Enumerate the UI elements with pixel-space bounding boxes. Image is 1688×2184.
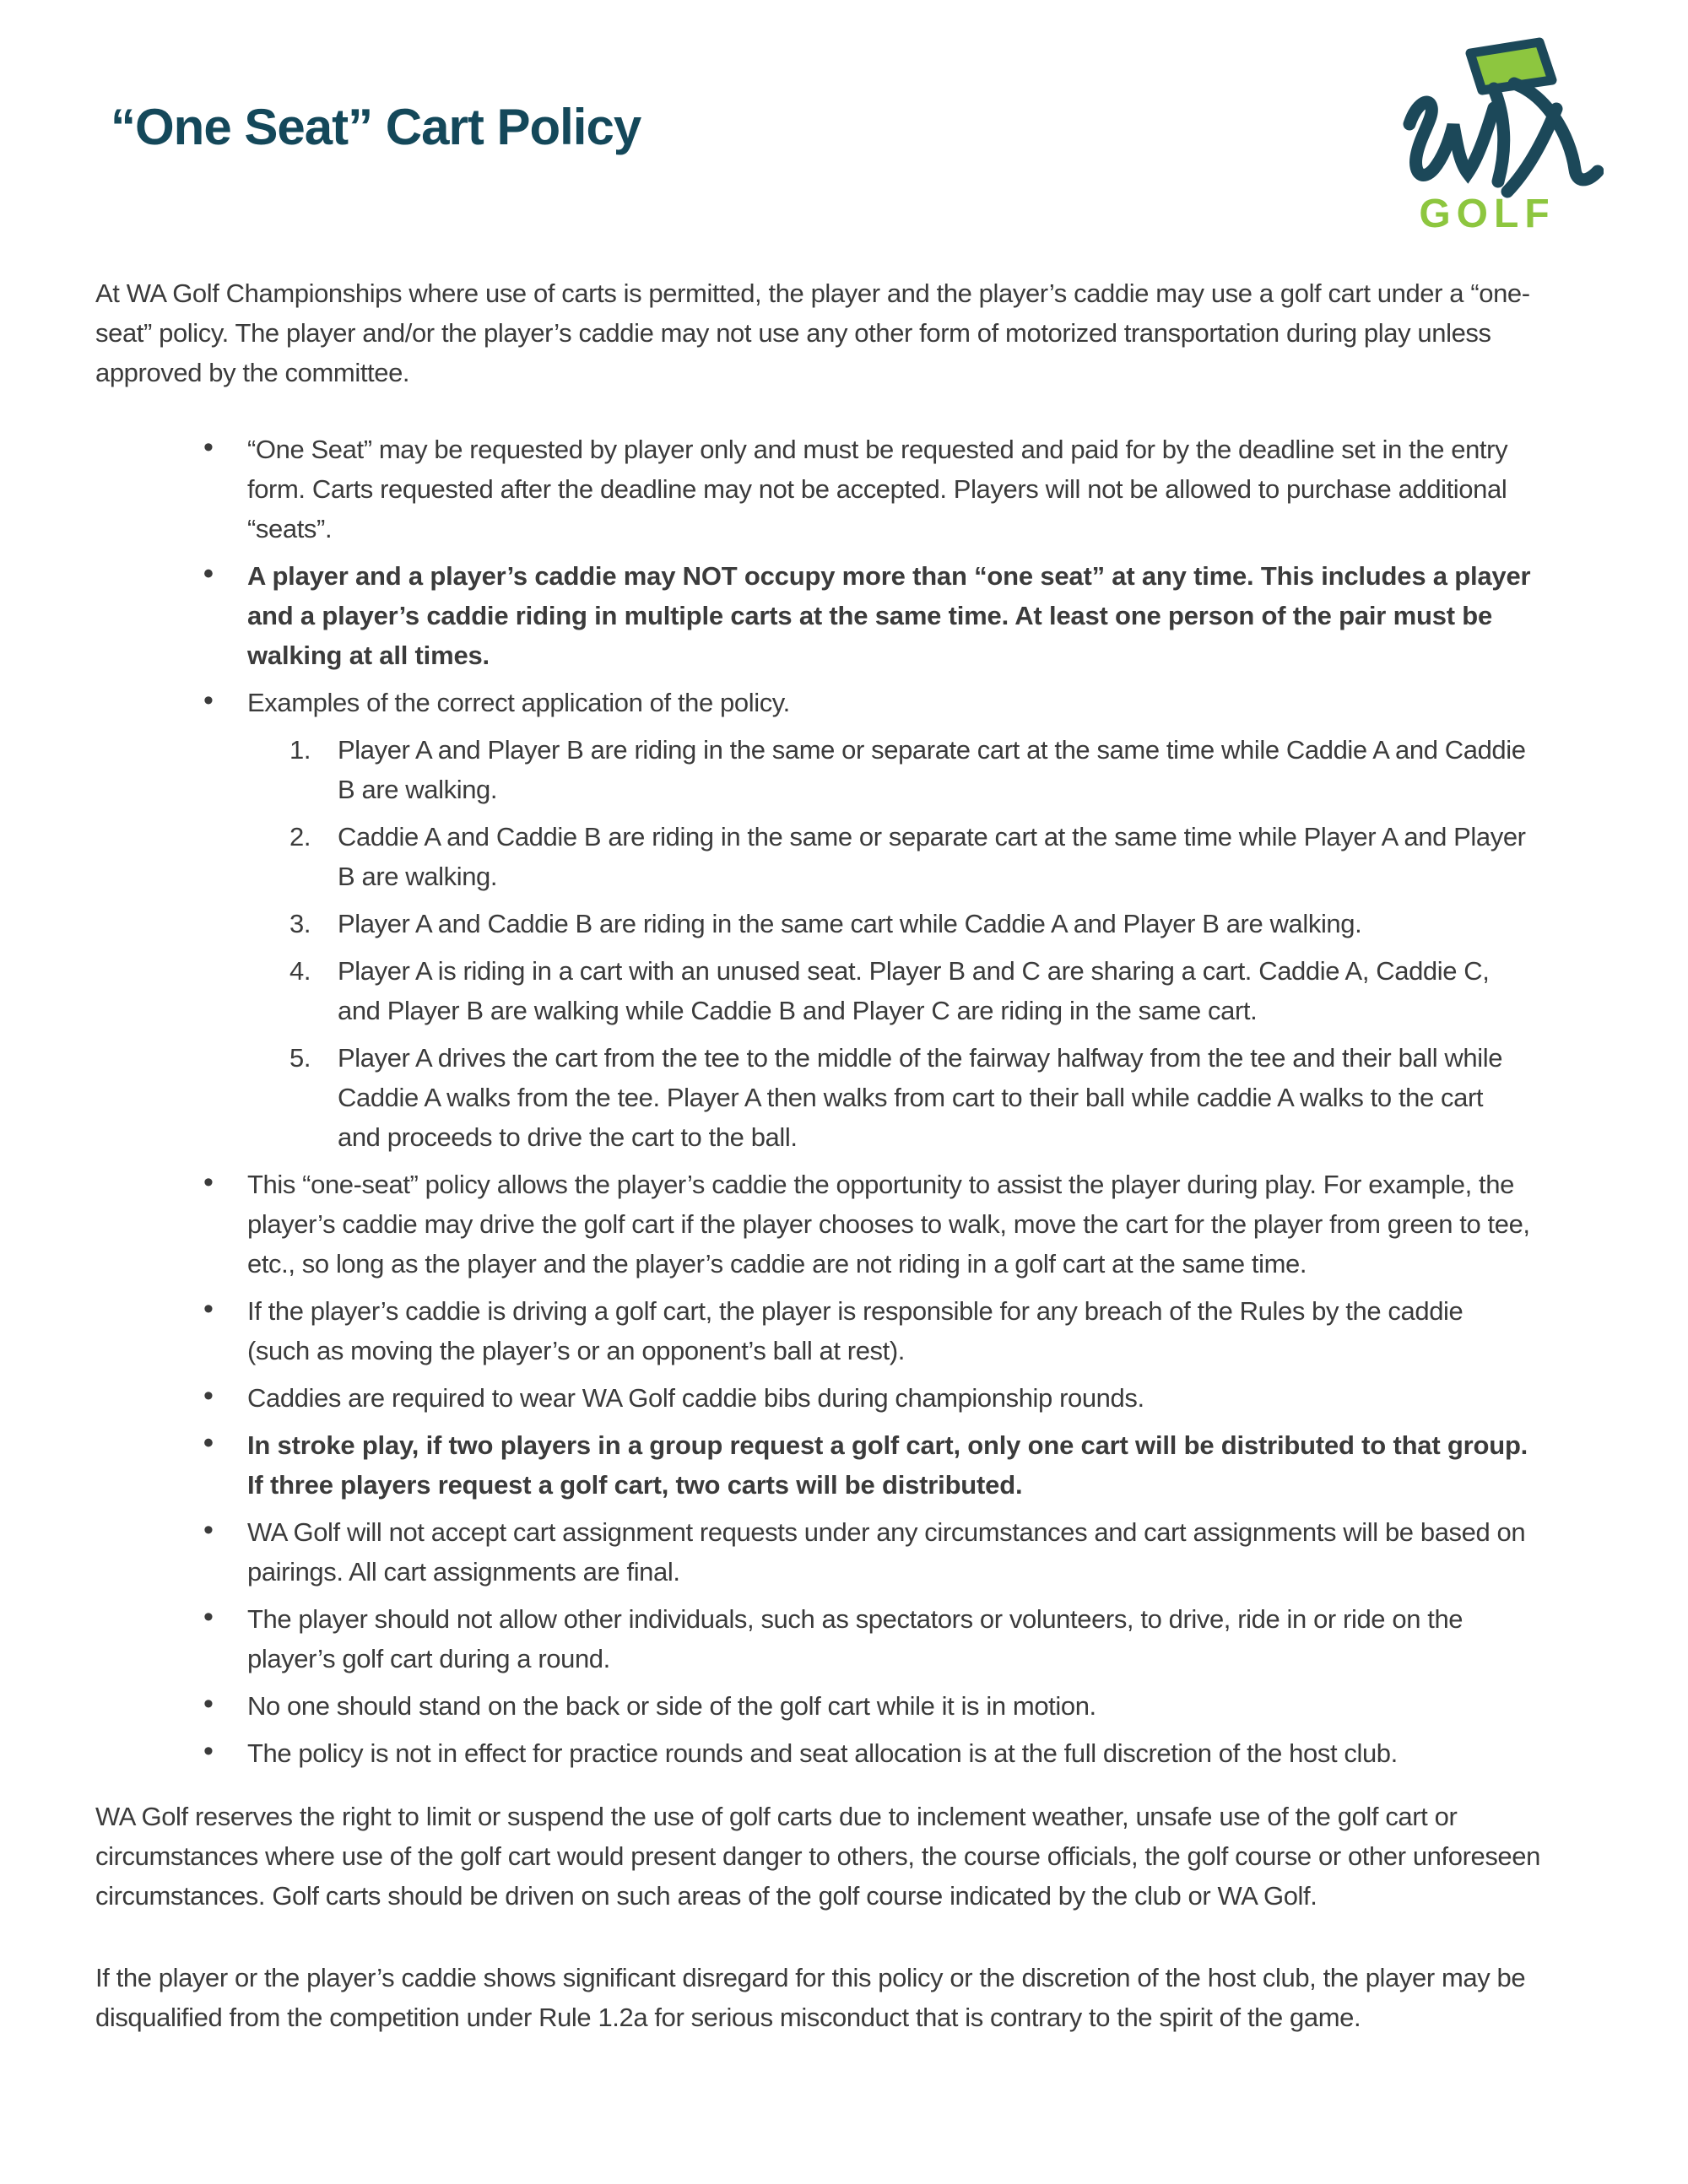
- list-item: [95, 430, 1578, 549]
- w-stroke: [1409, 102, 1494, 175]
- a-left-stroke: [1507, 109, 1556, 192]
- examples-numbered-list: [247, 730, 1532, 1157]
- list-item: [95, 1291, 1578, 1370]
- bullet-text: Caddies are required to wear WA Golf caddie bibs during championship rounds.: [247, 1383, 1144, 1413]
- bullet-text: No one should stand on the back or side of the golf cart while it is in motion.: [247, 1691, 1096, 1721]
- document-header: [95, 99, 1578, 236]
- closing-paragraph-2: If the player or the player’s caddie shows significant disregard for this policy or the discretion of the host club, the player may be disqualified from the competition under Rule 1.2a for serious misconduct that is contrary to the spirit of the game.: [95, 1963, 1526, 2032]
- wa-golf-logo: [1391, 36, 1604, 237]
- list-item: [95, 1512, 1578, 1592]
- list-item: [95, 683, 1578, 1157]
- numbered-text: Player A and Player B are riding in the same or separate cart at the same time while Caddie A and Caddie B are walking.: [338, 735, 1526, 804]
- numbered-item: [247, 730, 1532, 809]
- bullet-text: WA Golf will not accept cart assignment requests under any circumstances and cart assignments will be based on pairings. All cart assignments are final.: [247, 1517, 1526, 1587]
- bullet-text: If the player’s caddie is driving a golf cart, the player is responsible for any breach of the Rules by the caddie (such as moving the player’s or an opponent’s ball at rest).: [247, 1296, 1463, 1365]
- numbered-text: Player A drives the cart from the tee to the middle of the fairway halfway from the tee and their ball while Caddie A walks from the tee. Player A then walks from cart to their ball while caddie A walks to the cart and proceeds to drive the cart to the ball.: [338, 1043, 1503, 1152]
- list-item: [95, 1733, 1578, 1773]
- list-item: [95, 556, 1578, 675]
- list-item: [95, 1165, 1578, 1284]
- bullet-text: This “one-seat” policy allows the player’s caddie the opportunity to assist the player during play. For example, the player’s caddie may drive the golf cart if the player chooses to walk, move the cart for the player from green to tee, etc., so long as the player and the player’s caddie are not riding in a golf cart at the same time.: [247, 1170, 1530, 1279]
- page-title: “One Seat” Cart Policy: [111, 99, 641, 155]
- wa-monogram-icon: [1391, 36, 1604, 237]
- numbered-item: [247, 1038, 1532, 1157]
- closing-paragraph-1: WA Golf reserves the right to limit or suspend the use of golf carts due to inclement weather, unsafe use of the golf cart or circumstances where use of the golf cart would present danger to others, the course officials, the golf course or other unforeseen circumstances. Golf carts should be driven on such areas of the golf course indicated by the club or WA Golf.: [95, 1802, 1540, 1911]
- bullet-text: “One Seat” may be requested by player only and must be requested and paid for by the deadline set in the entry form. Carts requested after the deadline may not be accepted. Players will not be allowed to purchase additional “seats”.: [247, 435, 1508, 543]
- item-number: 3.: [289, 909, 311, 938]
- bullet-text: In stroke play, if two players in a group request a golf cart, only one cart will be distributed to that group. If three players request a golf cart, two carts will be distributed.: [247, 1430, 1528, 1500]
- list-item: [95, 1378, 1578, 1418]
- item-number: 1.: [289, 735, 311, 765]
- numbered-item: [247, 904, 1532, 943]
- numbered-item: [247, 951, 1532, 1030]
- list-item: [95, 1425, 1578, 1505]
- bullet-text: The policy is not in effect for practice rounds and seat allocation is at the full discretion of the host club.: [247, 1738, 1398, 1768]
- item-number: 2.: [289, 822, 311, 851]
- list-item: [95, 1686, 1578, 1726]
- numbered-item: [247, 817, 1532, 896]
- logo-golf-text: GOLF: [1419, 192, 1555, 236]
- item-number: 4.: [289, 956, 311, 986]
- intro-paragraph: At WA Golf Championships where use of carts is permitted, the player and the player’s caddie may use a golf cart under a “one-seat” policy. The player and/or the player’s caddie may not use any other form of motorized transportation during play unless approved by the committee.: [95, 278, 1530, 387]
- numbered-text: Caddie A and Caddie B are riding in the same or separate cart at the same time while Player A and Player B are walking.: [338, 822, 1526, 891]
- list-item: [95, 1599, 1578, 1679]
- bullet-text: A player and a player’s caddie may NOT occupy more than “one seat” at any time. This includes a player and a player’s caddie riding in multiple carts at the same time. At least one person of the pair must be walking at all times.: [247, 561, 1531, 670]
- numbered-text: Player A and Caddie B are riding in the same cart while Caddie A and Player B are walking.: [338, 909, 1362, 938]
- bullet-text: Examples of the correct application of the policy.: [247, 688, 790, 717]
- numbered-text: Player A is riding in a cart with an unused seat. Player B and C are sharing a cart. Caddie A, Caddie C, and Player B are walking while Caddie B and Player C are riding in the same cart.: [338, 956, 1490, 1025]
- item-number: 5.: [289, 1043, 311, 1073]
- flagpole-stroke: [1494, 89, 1504, 181]
- policy-bullet-list: [95, 430, 1578, 1773]
- bullet-text: The player should not allow other individuals, such as spectators or volunteers, to drive, ride in or ride on the player’s golf cart during a round.: [247, 1604, 1463, 1673]
